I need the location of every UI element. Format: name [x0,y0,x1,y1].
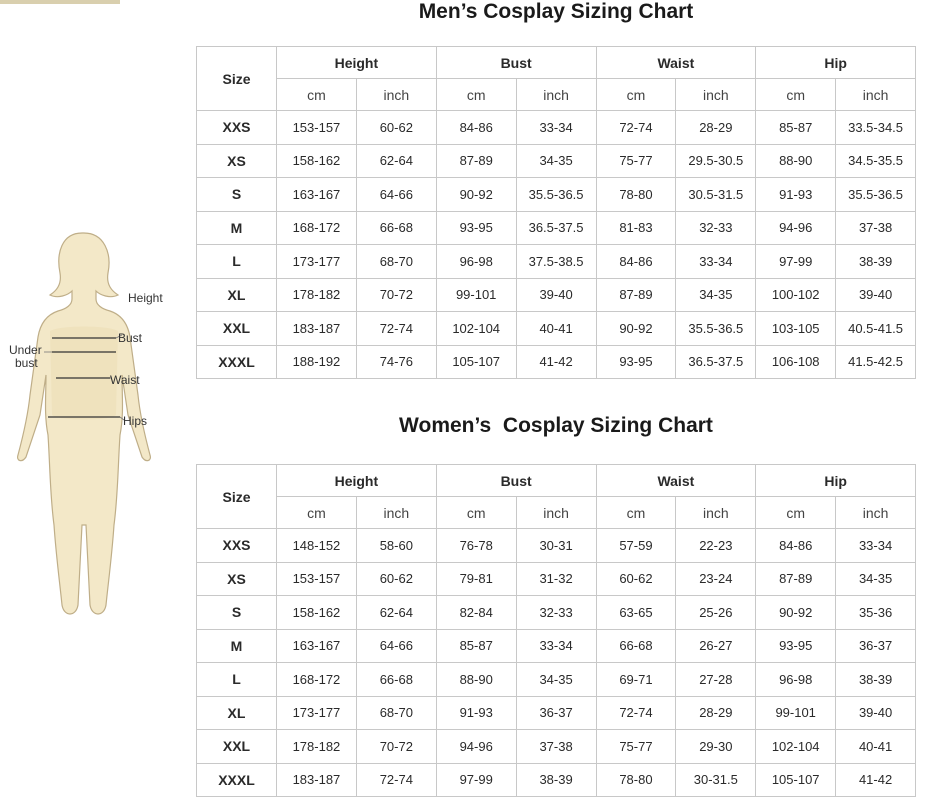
measurement-cell: 36.5-37.5 [676,345,756,379]
unit-cell: cm [436,79,516,111]
measurement-cell: 57-59 [596,529,676,563]
size-label-cell: L [197,663,277,697]
size-label-cell: XL [197,696,277,730]
measurement-cell: 34-35 [676,278,756,312]
body-silhouette-icon [0,225,190,625]
measurement-cell: 88-90 [756,144,836,178]
measurement-cell: 22-23 [676,529,756,563]
measurement-cell: 28-29 [676,696,756,730]
measurement-cell: 178-182 [277,278,357,312]
measurement-cell: 163-167 [277,178,357,212]
measurement-cell: 96-98 [756,663,836,697]
table-row [197,245,916,279]
unit-cell: inch [516,497,596,529]
measurement-cell: 70-72 [356,730,436,764]
measurement-cell: 34-35 [516,663,596,697]
unit-cell: cm [277,79,357,111]
measurement-cell: 33-34 [676,245,756,279]
waist-label: Waist [110,373,140,387]
mens-chart-title: Men’s Cosplay Sizing Chart [418,0,694,23]
table-row [197,629,916,663]
measurement-cell: 62-64 [356,144,436,178]
table-row [197,312,916,346]
measurement-cell: 34-35 [836,562,916,596]
measurement-cell: 91-93 [756,178,836,212]
measurement-cell: 93-95 [756,629,836,663]
measurement-cell: 40.5-41.5 [836,312,916,346]
measurement-cell: 102-104 [756,730,836,764]
measurement-cell: 72-74 [596,696,676,730]
measurement-cell: 27-28 [676,663,756,697]
unit-cell: inch [516,79,596,111]
measurement-cell: 58-60 [356,529,436,563]
measurement-cell: 153-157 [277,562,357,596]
unit-cell: inch [676,497,756,529]
measurement-cell: 183-187 [277,312,357,346]
measurement-cell: 87-89 [756,562,836,596]
size-label-cell: XXS [197,111,277,145]
measurement-cell: 34-35 [516,144,596,178]
header-unit-row [197,497,916,529]
measurement-cell: 173-177 [277,696,357,730]
measurement-cell: 158-162 [277,144,357,178]
measurement-cell: 72-74 [356,312,436,346]
unit-cell: inch [836,79,916,111]
measurement-cell: 30-31.5 [676,763,756,797]
measurement-cell: 94-96 [756,211,836,245]
measurement-cell: 38-39 [516,763,596,797]
measurement-cell: 26-27 [676,629,756,663]
measurement-cell: 39-40 [516,278,596,312]
measurement-cell: 62-64 [356,596,436,630]
measurement-cell: 103-105 [756,312,836,346]
measurement-cell: 60-62 [356,562,436,596]
measurement-cell: 81-83 [596,211,676,245]
womens-chart-title: Women’s Cosplay Sizing Chart [399,414,713,437]
table-row [197,663,916,697]
measurement-cell: 36-37 [836,629,916,663]
measurement-cell: 87-89 [436,144,516,178]
measurement-cell: 37-38 [836,211,916,245]
measurement-cell: 35.5-36.5 [836,178,916,212]
table-row [197,144,916,178]
unit-cell: inch [836,497,916,529]
measurement-cell: 90-92 [596,312,676,346]
measurement-cell: 25-26 [676,596,756,630]
unit-cell: inch [356,79,436,111]
table-row [197,596,916,630]
size-label-cell: XL [197,278,277,312]
measurement-cell: 79-81 [436,562,516,596]
table-row [197,111,916,145]
size-label-cell: XXXL [197,763,277,797]
measurement-cell: 41.5-42.5 [836,345,916,379]
measurement-cell: 76-78 [436,529,516,563]
measurement-cell: 88-90 [436,663,516,697]
measurement-cell: 32-33 [516,596,596,630]
height-label: Height [128,291,163,305]
measurement-cell: 34.5-35.5 [836,144,916,178]
measurement-cell: 33-34 [836,529,916,563]
measurement-cell: 72-74 [356,763,436,797]
body-measurement-figure [0,225,190,625]
size-label-cell: XS [197,144,277,178]
hips-label: Hips [123,414,148,428]
measurement-cell: 85-87 [756,111,836,145]
table-row [197,278,916,312]
measurement-cell: 66-68 [356,211,436,245]
measurement-cell: 74-76 [356,345,436,379]
measurement-cell: 39-40 [836,278,916,312]
measurement-cell: 105-107 [756,763,836,797]
size-label-cell: S [197,596,277,630]
measurement-cell: 158-162 [277,596,357,630]
measurement-cell: 82-84 [436,596,516,630]
measurement-cell: 163-167 [277,629,357,663]
measurement-cell: 40-41 [836,730,916,764]
measurement-cell: 99-101 [756,696,836,730]
measurement-cell: 90-92 [756,596,836,630]
hip-header: Hip [756,465,916,497]
measurement-cell: 35.5-36.5 [516,178,596,212]
measurement-cell: 168-172 [277,211,357,245]
size-header: Size [197,47,277,111]
measurement-cell: 99-101 [436,278,516,312]
header-unit-row [197,79,916,111]
measurement-cell: 75-77 [596,730,676,764]
measurement-cell: 33.5-34.5 [836,111,916,145]
measurement-cell: 70-72 [356,278,436,312]
size-label-cell: XS [197,562,277,596]
size-label-cell: XXL [197,312,277,346]
unit-cell: cm [756,497,836,529]
top-left-corner-fragment [0,0,120,4]
measurement-cell: 63-65 [596,596,676,630]
measurement-cell: 85-87 [436,629,516,663]
bust-label: Bust [118,331,143,345]
measurement-cell: 33-34 [516,111,596,145]
measurement-cell: 23-24 [676,562,756,596]
measurement-cell: 148-152 [277,529,357,563]
measurement-cell: 39-40 [836,696,916,730]
measurement-cell: 105-107 [436,345,516,379]
measurement-cell: 32-33 [676,211,756,245]
measurement-cell: 84-86 [596,245,676,279]
header-group-row [197,47,916,79]
measurement-cell: 84-86 [436,111,516,145]
measurement-cell: 30.5-31.5 [676,178,756,212]
measurement-cell: 178-182 [277,730,357,764]
table-row [197,730,916,764]
unit-cell: inch [356,497,436,529]
measurement-cell: 31-32 [516,562,596,596]
measurement-cell: 41-42 [836,763,916,797]
measurement-cell: 36-37 [516,696,596,730]
measurement-cell: 72-74 [596,111,676,145]
bust-header: Bust [436,465,596,497]
unit-cell: cm [277,497,357,529]
mens-table-body [197,111,916,379]
measurement-cell: 30-31 [516,529,596,563]
measurement-cell: 28-29 [676,111,756,145]
table-row [197,345,916,379]
measurement-cell: 38-39 [836,245,916,279]
measurement-cell: 66-68 [356,663,436,697]
unit-cell: cm [756,79,836,111]
header-group-row [197,465,916,497]
table-row [197,763,916,797]
unit-cell: cm [436,497,516,529]
measurement-cell: 40-41 [516,312,596,346]
unit-cell: cm [596,79,676,111]
measurement-cell: 87-89 [596,278,676,312]
hip-header: Hip [756,47,916,79]
table-row [197,178,916,212]
waist-header: Waist [596,47,756,79]
height-header: Height [277,465,437,497]
mens-sizing-table [196,46,916,379]
table-row [197,211,916,245]
measurement-cell: 60-62 [596,562,676,596]
measurement-cell: 35-36 [836,596,916,630]
womens-sizing-table [196,464,916,797]
unit-cell: cm [596,497,676,529]
measurement-cell: 38-39 [836,663,916,697]
measurement-cell: 97-99 [436,763,516,797]
measurement-cell: 68-70 [356,696,436,730]
measurement-cell: 64-66 [356,178,436,212]
table-row [197,529,916,563]
bust-header: Bust [436,47,596,79]
measurement-cell: 91-93 [436,696,516,730]
measurement-cell: 106-108 [756,345,836,379]
measurement-cell: 183-187 [277,763,357,797]
measurement-cell: 102-104 [436,312,516,346]
measurement-cell: 33-34 [516,629,596,663]
measurement-cell: 100-102 [756,278,836,312]
measurement-cell: 60-62 [356,111,436,145]
measurement-cell: 94-96 [436,730,516,764]
size-label-cell: S [197,178,277,212]
size-label-cell: M [197,211,277,245]
size-label-cell: XXL [197,730,277,764]
measurement-cell: 168-172 [277,663,357,697]
measurement-cell: 93-95 [436,211,516,245]
size-header: Size [197,465,277,529]
measurement-cell: 36.5-37.5 [516,211,596,245]
measurement-cell: 35.5-36.5 [676,312,756,346]
measurement-cell: 29-30 [676,730,756,764]
measurement-cell: 90-92 [436,178,516,212]
measurement-cell: 84-86 [756,529,836,563]
measurement-cell: 93-95 [596,345,676,379]
measurement-cell: 97-99 [756,245,836,279]
under-bust-label-line2: bust [15,356,38,370]
measurement-cell: 66-68 [596,629,676,663]
table-row [197,696,916,730]
measurement-cell: 78-80 [596,178,676,212]
measurement-cell: 153-157 [277,111,357,145]
measurement-cell: 188-192 [277,345,357,379]
table-row [197,562,916,596]
measurement-cell: 173-177 [277,245,357,279]
unit-cell: inch [676,79,756,111]
size-label-cell: XXXL [197,345,277,379]
measurement-cell: 69-71 [596,663,676,697]
measurement-cell: 37-38 [516,730,596,764]
measurement-cell: 37.5-38.5 [516,245,596,279]
height-header: Height [277,47,437,79]
measurement-cell: 96-98 [436,245,516,279]
measurement-cell: 75-77 [596,144,676,178]
measurement-cell: 41-42 [516,345,596,379]
size-label-cell: L [197,245,277,279]
measurement-cell: 64-66 [356,629,436,663]
womens-table-body [197,529,916,797]
measurement-cell: 29.5-30.5 [676,144,756,178]
measurement-cell: 68-70 [356,245,436,279]
waist-header: Waist [596,465,756,497]
measurement-cell: 78-80 [596,763,676,797]
size-label-cell: M [197,629,277,663]
under-bust-label-line1: Under [9,343,42,357]
size-label-cell: XXS [197,529,277,563]
